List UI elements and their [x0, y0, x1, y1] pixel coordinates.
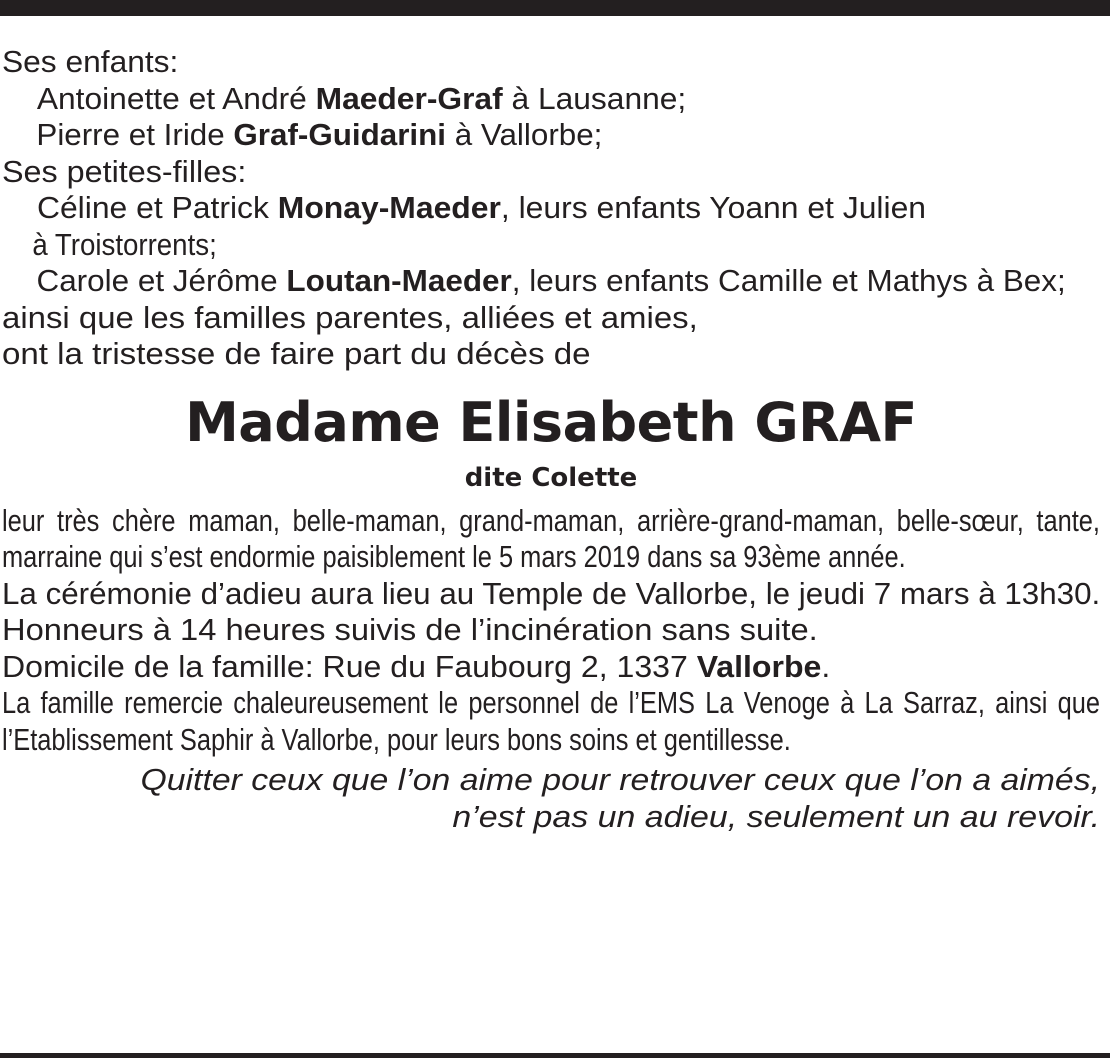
deceased-name: Madame Elisabeth GRAF	[185, 390, 917, 454]
child2-surname: Graf-Guidarini	[233, 117, 447, 152]
child2-suffix: à Vallorbe;	[446, 117, 603, 152]
top-rule	[0, 0, 1110, 16]
closing-quote	[2, 762, 1100, 835]
child1-surname: Maeder-Graf	[315, 80, 503, 116]
child-line-2	[2, 117, 1110, 154]
ceremony-line: La cérémonie d’adieu aura lieu au Temple de Vallorbe, le jeudi 7 mars à 13h30.	[2, 575, 1101, 611]
quote-line-1: Quitter ceux que l’on aime pour retrouver ceux que l’on a aimés,	[140, 762, 1100, 797]
deceased-nickname: dite Colette	[464, 462, 638, 493]
obituary-notice	[2, 44, 1100, 835]
gd1-suffix: , leurs enfants Yoann et Julien	[500, 190, 927, 225]
bottom-rule	[0, 1053, 1110, 1058]
gd1-prefix: Céline et Patrick	[36, 190, 278, 225]
gd2-suffix: , leurs enfants Camille et Mathys à Bex;	[511, 263, 1066, 298]
granddaughter-line-2	[2, 263, 1110, 300]
granddaughter-line-1	[2, 190, 1110, 227]
description-paragraph: leur très chère maman, belle-maman, grand-maman, arrière-grand-maman, belle-sœur, tante, marraine qui s’est endormie paisiblement le 5 mars 2019 dans sa 93ème année.	[2, 502, 1100, 574]
domicile-town: Vallorbe	[696, 648, 822, 684]
child1-prefix: Antoinette et André	[36, 80, 316, 116]
domicile-prefix: Domicile de la famille: Rue du Faubourg 2, 1337	[2, 648, 697, 684]
child-line-1	[2, 81, 1110, 118]
gd1-surname: Monay-Maeder	[277, 190, 501, 225]
gd2-prefix: Carole et Jérôme	[36, 263, 287, 298]
granddaughter-line-1-cont: à Troistorrents;	[32, 226, 217, 262]
children-heading: Ses enfants:	[2, 44, 179, 79]
thanks-paragraph: La famille remercie chaleureusement le personnel de l’EMS La Venoge à La Sarraz, ainsi que l’Etablissement Saphir à Vallorbe, pour leurs bons soins et gentillesse.	[2, 685, 1100, 757]
relatives-line: ainsi que les familles parentes, alliées et amies,	[2, 299, 698, 335]
granddaughters-heading: Ses petites-filles:	[2, 153, 247, 189]
quote-line-2: n’est pas un adieu, seulement un au revoir.	[452, 798, 1100, 834]
child2-prefix: Pierre et Iride	[36, 117, 234, 152]
child1-suffix: à Lausanne;	[502, 80, 687, 116]
honours-line: Honneurs à 14 heures suivis de l’incinération sans suite.	[2, 612, 818, 647]
domicile-suffix: .	[821, 648, 831, 684]
announcement-line: ont la tristesse de faire part du décès de	[2, 336, 591, 371]
domicile-line	[2, 649, 1110, 686]
gd2-surname: Loutan-Maeder	[286, 263, 512, 298]
